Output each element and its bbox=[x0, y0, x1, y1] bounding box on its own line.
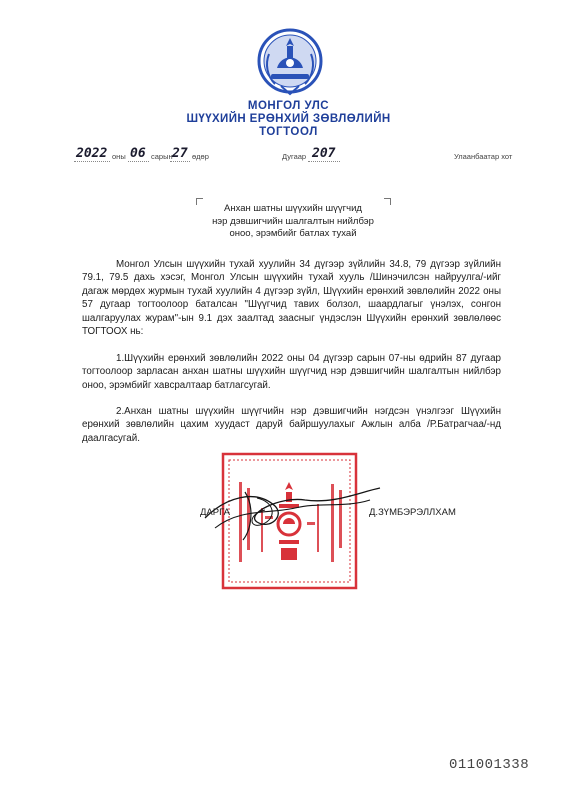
day-underline bbox=[170, 161, 190, 162]
date-year: 2022 bbox=[76, 146, 108, 161]
signatory-title: ДАРГА bbox=[200, 507, 230, 518]
date-month-suffix: сарын bbox=[151, 152, 173, 161]
subject-line-2: нэр дэвшигчийн шалгалтын нийлбэр bbox=[212, 215, 374, 227]
document-type-title: ТОГТООЛ bbox=[259, 126, 318, 138]
subject-line-3: оноо, эрэмбийг батлах тухай bbox=[229, 228, 357, 239]
number-label: Дугаар bbox=[282, 152, 307, 161]
subject-block bbox=[188, 203, 398, 241]
authority-title: ШҮҮХИЙН ЕРӨНХИЙ ЗӨВЛӨЛИЙН bbox=[186, 113, 391, 125]
month-underline bbox=[128, 161, 149, 162]
number-underline bbox=[308, 161, 340, 162]
year-underline bbox=[74, 161, 110, 162]
subject-line-1: Анхан шатны шүүхийн шүүгчид bbox=[224, 203, 362, 214]
country-title: МОНГОЛ УЛС bbox=[247, 100, 330, 112]
date-month: 06 bbox=[130, 146, 146, 161]
resolution-clause-2: 2.Анхан шатны шүүхийн шүүгчийн нэр дэвшигчийн нэгдсэн үнэлгээг Шүүхийн ерөнхий зөвлөлийн цахим хуудаст даруй байршуулахыг Ажлын алба /Р.Батрагчаа/-нд даалгасугай. bbox=[82, 406, 501, 444]
preamble-paragraph: Монгол Улсын шүүхийн тухай хуулийн 34 дүгээр зүйлийн 34.8, 79 дүгээр зүйлийн 79.1, 79.5 дахь хэсэг, Монгол Улсын шүүхийн тухай хууль /Шинэчилсэн найруулга/-ийг дагаж мөрдөх журмын тухай хуулийн 4 дүгээр зүйл, Шүүхийн ерөнхий зөвлөлийн 2022 оны 57 дугаар тогтоолоор баталсан "Шүүгчид тавих болзол, шаардлагыг үнэлэх, сонгон шалгаруулах журам"-ын 9.1 дэх заалтад заасныг үндэслэн Шүүхийн ерөнхий зөвлөлөөс ТОГТООХ нь: bbox=[82, 259, 501, 338]
document-number: 207 bbox=[312, 146, 336, 161]
date-year-suffix: оны bbox=[112, 152, 126, 161]
serial-number: 011001338 bbox=[449, 757, 530, 773]
city: Улаанбаатар хот bbox=[454, 152, 513, 161]
date-day-suffix: өдөр bbox=[192, 152, 209, 161]
state-emblem-icon bbox=[257, 24, 323, 98]
date-day: 27 bbox=[172, 146, 188, 161]
resolution-clause-1: 1.Шүүхийн ерөнхий зөвлөлийн 2022 оны 04 дүгээр сарын 07-ны өдрийн 87 дугаар тогтоолоор зарласан анхан шатны шүүхийн шүүгчид нэр дэвшигчийн шалгалтын нийлбэр оноо, эрэмбийг хавсралтаар батлагсугай. bbox=[82, 353, 501, 391]
signatory-name: Д.ЗҮМБЭРЭЛЛХАМ bbox=[369, 507, 456, 518]
